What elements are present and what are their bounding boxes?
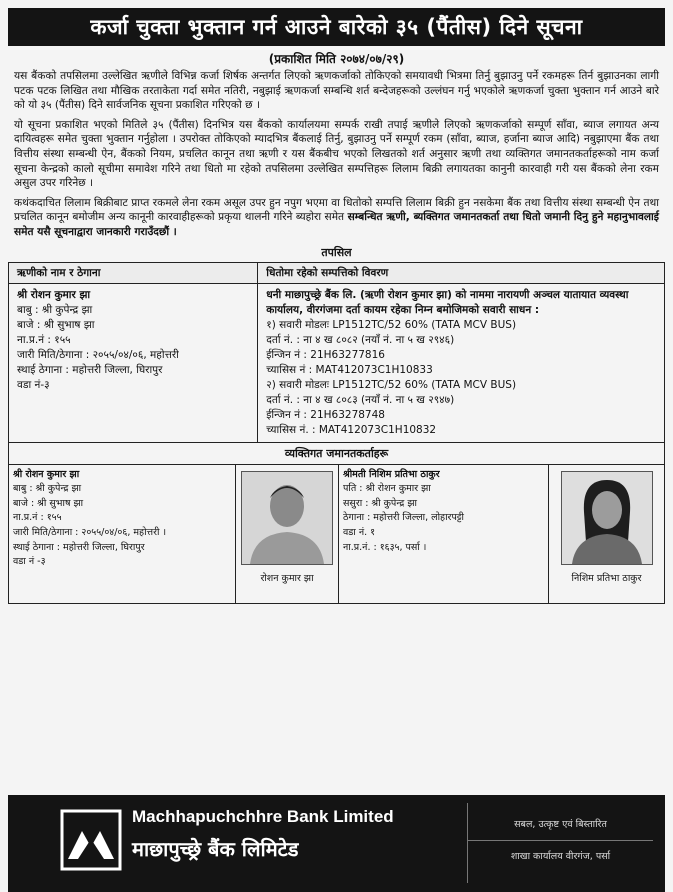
guarantor-1-name: श्री रोशन कुमार झा bbox=[13, 468, 80, 480]
bank-name-english: Machhapuchchhre Bank Limited bbox=[132, 807, 394, 826]
borrower-column-header: ऋणीको नाम र ठेगाना bbox=[9, 262, 258, 283]
guarantor-2-photo bbox=[561, 471, 653, 565]
guarantor-1-photo-caption: रोशन कुमार झा bbox=[260, 572, 314, 584]
bank-logo-icon bbox=[60, 809, 122, 871]
guarantor-1-photo-cell bbox=[235, 465, 339, 603]
collateral-intro: धनी माछापुच्छ्रे बैंक लि. (ऋणी रोशन कुमार झा) को नाममा नारायणी अञ्चल यातायात व्यवस्था कार्यालय, वीरगंजमा दर्ता कायम रहेका निम्न बमोजिमको सवारी साधन : bbox=[266, 288, 629, 316]
borrower-ward: वडा नं-३ bbox=[17, 378, 50, 391]
vehicle-2-registration: दर्ता नं. : ना ४ ख ८०८३ (नयाँ नं. ना ५ ख २९४७) bbox=[266, 393, 455, 406]
person-photo-icon bbox=[562, 472, 652, 564]
branch-office: शाखा कार्यालय वीरगंज, पर्सा bbox=[468, 840, 653, 862]
guarantor-1-details bbox=[9, 465, 235, 603]
guarantor-1-address: स्थाई ठेगाना : महोत्तरी जिल्ला, घिरापुर bbox=[13, 541, 145, 553]
vehicle-1-engine: ईन्जिन नं : 21H63277816 bbox=[266, 348, 385, 361]
collateral-column-header: धितोमा रहेको सम्पत्तिको विवरण bbox=[258, 262, 665, 283]
guarantor-2-father-in-law: ससुरा : श्री कुपेन्द्र झा bbox=[343, 497, 417, 509]
guarantor-2-name: श्रीमती निशिम प्रतिभा ठाकुर bbox=[343, 468, 440, 480]
bank-slogan: सबल, उत्कृष्ट एवं बिस्तारित bbox=[514, 819, 607, 830]
vehicle-1-registration: दर्ता नं. : ना ४ ख ८०८२ (नयाँ नं. ना ५ ख २९४६) bbox=[266, 333, 455, 346]
paragraph-3-bold: सम्बन्धित ऋणी, ब्यक्तिगत जमानतकर्ता तथा धितो जमानी दिनु हुने महानुभावलाई समेत यसै सूचनाद्वारा जानकारी गराउँदछौं । bbox=[14, 211, 660, 238]
guarantor-2-photo-cell bbox=[548, 465, 664, 603]
guarantors-heading: व्यक्तिगत जमानतकर्ताहरू bbox=[8, 443, 665, 465]
schedule-heading: तपसिल bbox=[321, 245, 352, 259]
table-header-row bbox=[9, 262, 665, 283]
bank-names bbox=[132, 805, 394, 892]
table-row bbox=[9, 283, 665, 442]
vehicle-1-model: १) सवारी मोडलः LP1512TC/52 60% (TATA MCV BUS) bbox=[266, 318, 517, 331]
guarantor-1-citizenship-no: ना.प्र.नं : १५५ bbox=[13, 512, 62, 524]
branch-box bbox=[467, 803, 653, 883]
guarantor-1-issue-date: जारी मिति/ठेगाना : २०५५/०४/०६, महोत्तरी । bbox=[13, 526, 167, 538]
borrower-table bbox=[8, 262, 665, 443]
notice-title-bar bbox=[8, 8, 665, 46]
guarantor-2-citizenship-no: ना.प्र.नं. : १६३५, पर्सा । bbox=[343, 541, 427, 553]
published-date: (प्रकाशित मिति २०७४/०७/२९) bbox=[268, 52, 405, 66]
guarantor-1-ward: वडा नं -३ bbox=[13, 556, 46, 568]
borrower-cell bbox=[9, 283, 258, 442]
guarantor-1-photo bbox=[241, 471, 333, 565]
guarantors-row bbox=[8, 465, 665, 604]
borrower-permanent-address: स्थाई ठेगाना : महोत्तरी जिल्ला, घिरापुर bbox=[17, 363, 163, 376]
vehicle-2-chassis: च्यासिस नं. : MAT412073C1H10832 bbox=[266, 423, 437, 436]
bank-footer bbox=[8, 795, 665, 892]
paragraph-3 bbox=[14, 196, 659, 240]
borrower-father: बाबु : श्री कुपेन्द्र झा bbox=[17, 303, 93, 316]
guarantor-2-address: ठेगाना : महोत्तरी जिल्ला, लोहारपट्टी bbox=[343, 512, 464, 524]
notice-title: कर्जा चुक्ता भुक्तान गर्न आउने बारेको ३५ (पैंतीस) दिने सूचना bbox=[90, 15, 583, 39]
borrower-citizenship-no: ना.प्र.नं : १५५ bbox=[17, 333, 71, 346]
guarantor-1-father: बाबु : श्री कुपेन्द्र झा bbox=[13, 483, 82, 495]
vehicle-2-model: २) सवारी मोडलः LP1512TC/52 60% (TATA MCV BUS) bbox=[266, 378, 517, 391]
paragraph-1: यस बैंकको तपसिलमा उल्लेखित ऋणीले विभिन्न कर्जा शिर्षक अन्तर्गत लिएको ऋणकर्जाको तोकिएको समयावधी भित्रमा तिर्नु बुझाउनु पर्ने रकमहरू तिर्न बुझाउनका लागी पटक पटक लिखित तथा मौखिक तरताकेता गर्दा समेत नतिरी, नबुझाई ऋणकर्जा सम्बन्धि शर्त बन्देजहरूको उल्लंघन गर्नु भएकोले ऋणकर्जा चुक्ता भुक्तान गर्न आउने बारे को यो ३५ (पैंतीस) दिने सार्वजनिक सूचना प्रकाशित गरिएको छ । bbox=[14, 70, 659, 112]
guarantor-2-ward: वडा नं. १ bbox=[343, 526, 376, 538]
guarantor-2-details bbox=[339, 465, 548, 603]
guarantor-2-husband: पति : श्री रोशन कुमार झा bbox=[343, 483, 431, 495]
guarantor-2-photo-caption: निशिम प्रतिभा ठाकुर bbox=[571, 572, 642, 584]
borrower-name: श्री रोशन कुमार झा bbox=[17, 288, 91, 301]
paragraph-2: यो सूचना प्रकाशित भएको मितिले ३५ (पैंतीस) दिनभित्र यस बैंकको कार्यालयमा सम्पर्क राखी तपाई ऋणीले लिएको ऋणकर्जाको सम्पूर्ण साँवा, ब्याज लगायत अन्य दायित्वहरू समेत चुक्ता भुक्तान गर्नुहोला । उपरोक्त तोकिएको म्यादभित्र बैंकलाई तिर्नु, बुझाउनु पर्ने सम्पूर्ण रकम (साँवा, ब्याज, हर्जाना ब्याज आदि) नबुझाएमा बैंक तथा वित्तीय संस्था सम्बन्धी ऐन, बैंकको नियम, प्रचलित कानून तथा ऋणी र यस बैंकबीच भएको लिखतको शर्त अनुसार ऋणी तथा व्यक्तिगत जमानतकर्ताहरूको नाम कर्जा सूचना केन्द्रको कालो सूचीमा समावेश गरिने तथा धितो मा रहेको तपसिलमा उल्लेखित सम्पत्तिहरू लिलाम बिक्री लगायतका कानुनी कारवाही गरी यस बैंकको लेना रकम असुल उपर गरिनेछ । bbox=[14, 118, 659, 190]
borrower-issue-date: जारी मिति/ठेगाना : २०५५/०४/०६, महोत्तरी bbox=[17, 348, 179, 361]
vehicle-2-engine: ईन्जिन नं : 21H63278748 bbox=[266, 408, 385, 421]
collateral-cell bbox=[258, 283, 665, 442]
borrower-grandfather: बाजे : श्री सुभाष झा bbox=[17, 318, 95, 331]
guarantor-1-grandfather: बाजे : श्री सुभाष झा bbox=[13, 497, 84, 509]
vehicle-1-chassis: च्यासिस नं : MAT412073C1H10833 bbox=[266, 363, 433, 376]
paragraph-3-text: कथंकदाचित लिलाम बिक्रीबाट प्राप्त रकमले लेना रकम असूल उपर हुन नपुग भएमा वा धितोको सम्पत्ति लिलाम बिक्री हुन नसकेमा बैंक तथा वित्तीय संस्था सम्बन्धी ऐन तथा प्रचलित कानून बमोजीम अन्य कानूनी कारवाहीहरूको प्रकृया थालनी गरिने ब्यहोरा समेत bbox=[14, 196, 659, 224]
bank-name-nepali: माछापुच्छ्रे बैंक लिमिटेड bbox=[132, 837, 299, 861]
person-photo-icon bbox=[242, 472, 332, 564]
